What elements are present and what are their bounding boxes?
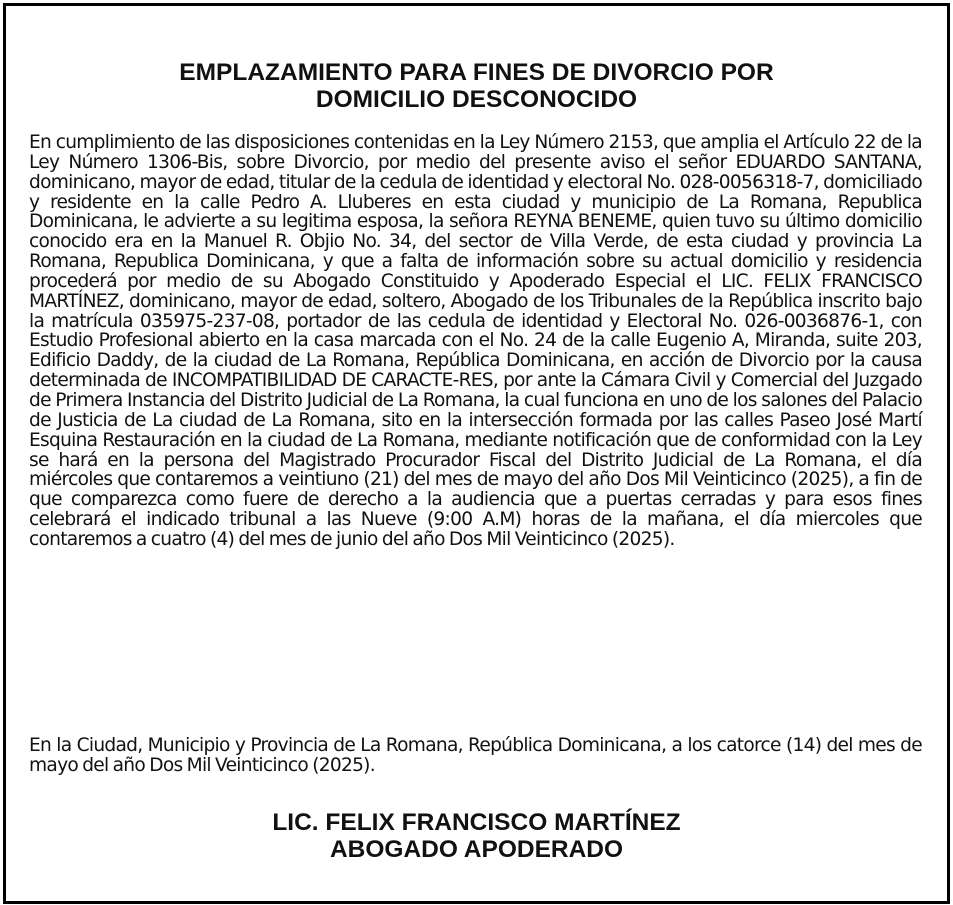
- notice-body-paragraph: En cumplimiento de las disposiciones contenidas en la Ley Número 2153, que amplia el Artículo 22 de la Ley Número 1306-Bis, sobre Divorcio, por medio del presente aviso el señor EDUARDO SANTANA, dominicano, mayor de edad, titular de la cedula de identidad y electoral No. 028-0056318-7, domiciliado y residente en la calle Pedro A. Lluberes en esta ciudad y municipio de La Romana, Republica Dominicana, le advierte a su legitima esposa, la señora REYNA BENEME, quien tuvo su último domicilio conocido era en la Manuel R. Objio No. 34, del sector de Villa Verde, de esta ciudad y provincia La Romana, Republica Dominicana, y que a falta de información sobre su actual domicilio y residencia procederá por medio de su Abogado Constituido y Apoderado Especial el LIC. FELIX FRANCISCO MARTÍNEZ, dominicano, mayor de edad, soltero, Abogado de los Tribunales de la República inscrito bajo la matrícula 035975-237-08, portador de las cedula de identidad y Electoral No. 026-0036876-1, con Estudio Profesional abierto en la casa marcada con el No. 24 de la calle Eugenio A, Miranda, suite 203, Edificio Daddy, de la ciudad de La Romana, República Dominicana, en acción de Divorcio por la causa determinada de INCOMPATIBILIDAD DE CARACTE-RES, por ante la Cámara Civil y Comercial del Juzgado de Primera Instancia del Distrito Judicial de La Romana, la cual funciona en uno de los salones del Palacio de Justicia de La ciudad de La Romana, sito en la intersección formada por las calles Paseo José Martí Esquina Restauración en la ciudad de La Romana, mediante notificación que de conformidad con la Ley se hará en la persona del Magistrado Procurador Fiscal del Distrito Judicial de La Romana, el día miércoles que contaremos a veintiuno (21) del mes de mayo del año Dos Mil Veinticinco (2025), a fin de que comparezca como fuere de derecho a la audiencia que a puertas cerradas y para esos fines celebrará el indicado tribunal a las Nueve (9:00 A.M) horas de la mañana, el día miercoles que contaremos a cuatro (4) del mes de junio del año Dos Mil Veinticinco (2025).: [29, 132, 922, 550]
- signature-block: [26, 809, 927, 863]
- signature-name: LIC. FELIX FRANCISCO MARTÍNEZ: [272, 809, 681, 836]
- notice-title: [26, 59, 927, 113]
- notice-title-line2: DOMICILIO DESCONOCIDO: [315, 86, 638, 113]
- notice-title-line1: EMPLAZAMIENTO PARA FINES DE DIVORCIO POR: [179, 59, 774, 86]
- signature-role: ABOGADO APODERADO: [329, 836, 624, 863]
- notice-frame: [3, 3, 950, 904]
- notice-date-paragraph: En la Ciudad, Municipio y Provincia de La Romana, República Dominicana, a los catorce (14) del mes de mayo del año Dos Mil Veinticinco (2025).: [29, 735, 922, 776]
